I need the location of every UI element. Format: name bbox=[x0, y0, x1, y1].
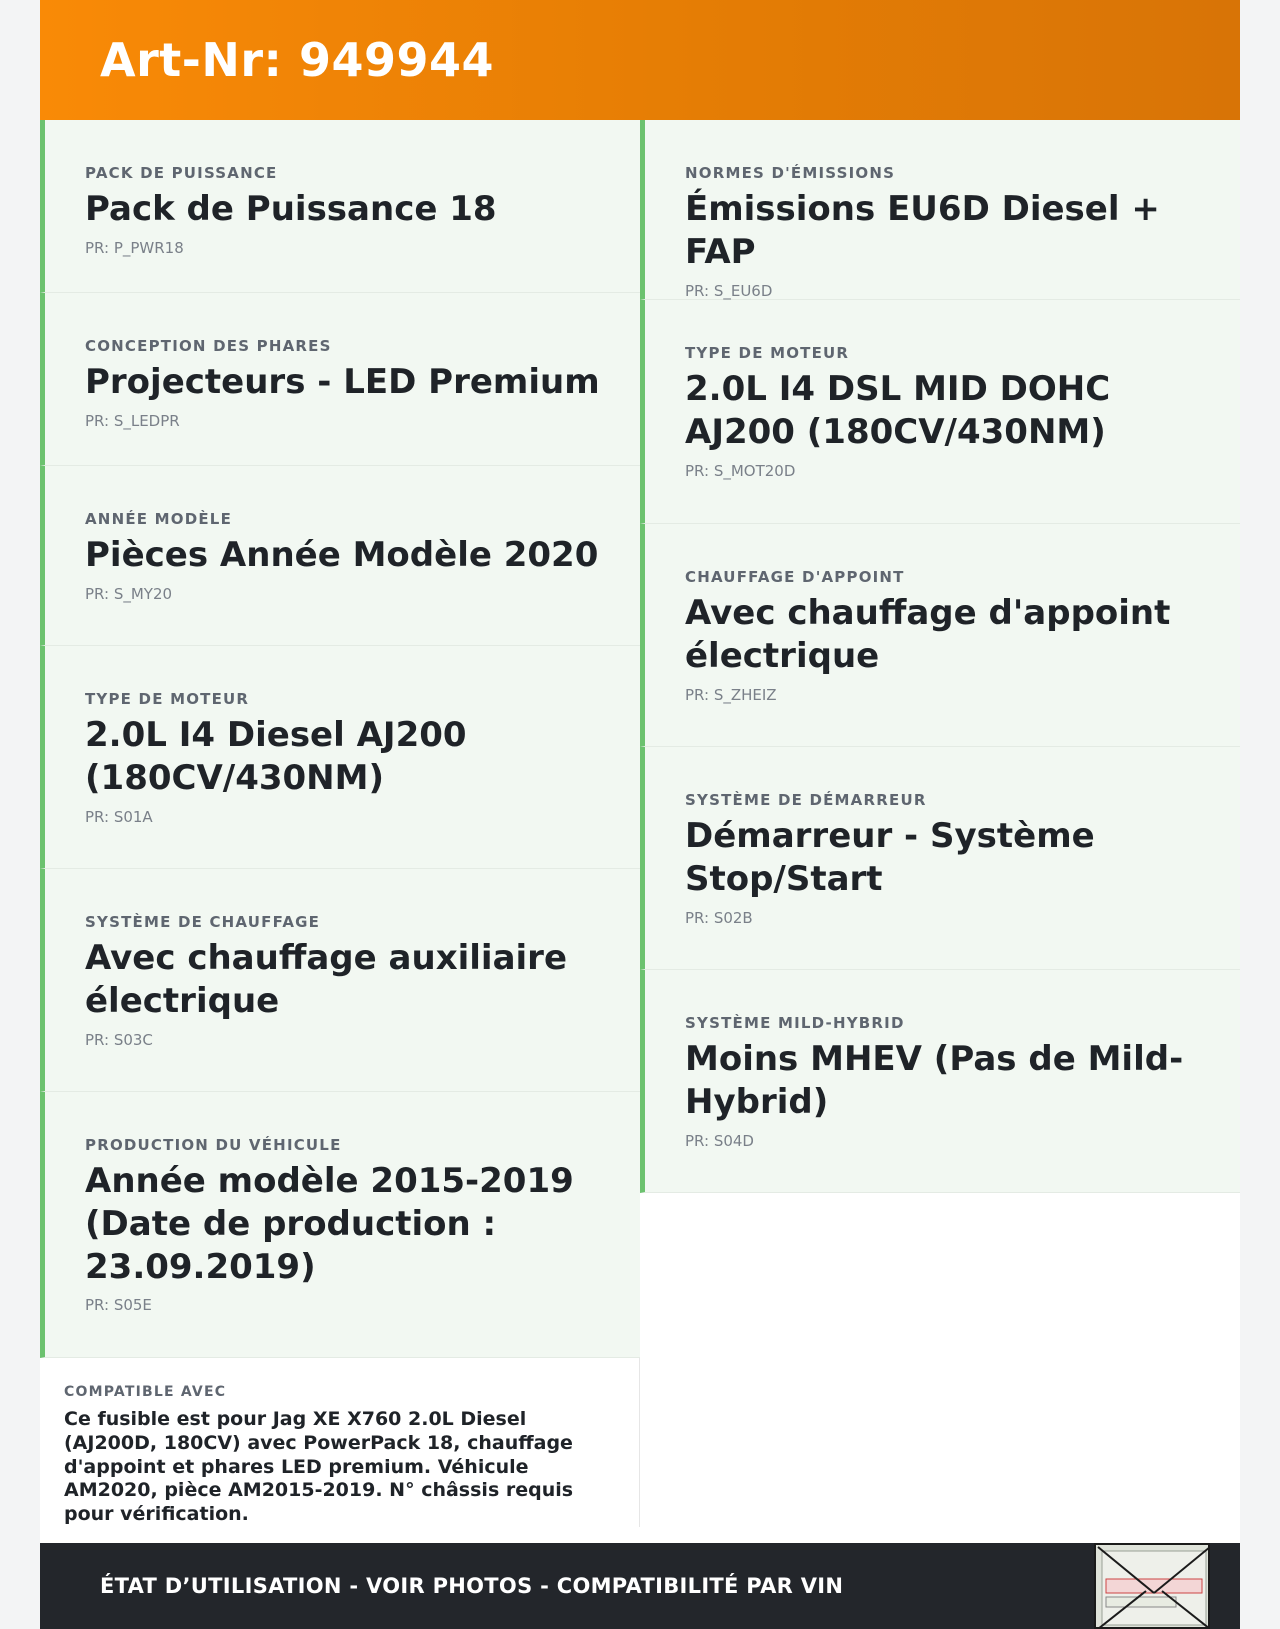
spec-value: Démarreur - Système Stop/Start bbox=[685, 816, 1095, 899]
spec-value: Pack de Puissance 18 bbox=[85, 189, 497, 229]
spec-pr-code: PR: S01A bbox=[85, 807, 153, 826]
spec-pr-code: PR: S_EU6D bbox=[685, 281, 773, 300]
spec-value: Moins MHEV (Pas de Mild-Hybrid) bbox=[685, 1039, 1184, 1122]
page-title: Art-Nr: 949944 bbox=[100, 33, 495, 87]
compatibility-note bbox=[40, 1358, 640, 1527]
footer-text: ÉTAT D’UTILISATION - VOIR PHOTOS - COMPATIBILITÉ PAR VIN bbox=[100, 1574, 844, 1598]
spec-label: PRODUCTION DU VÉHICULE bbox=[85, 1136, 342, 1154]
spec-label: SYSTÈME MILD-HYBRID bbox=[685, 1014, 905, 1032]
spec-pr-code: PR: S_ZHEIZ bbox=[685, 685, 777, 704]
spec-pr-code: PR: S02B bbox=[685, 908, 753, 927]
spec-card bbox=[40, 293, 640, 466]
spec-card bbox=[640, 120, 1240, 300]
spec-pr-code: PR: S_MOT20D bbox=[685, 461, 796, 480]
spec-label: TYPE DE MOTEUR bbox=[85, 690, 250, 708]
spec-label: PACK DE PUISSANCE bbox=[85, 164, 278, 182]
spec-card bbox=[40, 466, 640, 646]
spec-pr-code: PR: S_LEDPR bbox=[85, 411, 180, 430]
spec-card bbox=[40, 120, 640, 293]
page bbox=[40, 0, 1240, 1629]
spec-pr-code: PR: S03C bbox=[85, 1030, 153, 1049]
spec-label: SYSTÈME DE CHAUFFAGE bbox=[85, 913, 321, 931]
spec-value: 2.0L I4 Diesel AJ200 (180CV/430NM) bbox=[85, 715, 467, 798]
spec-value: Projecteurs - LED Premium bbox=[85, 362, 600, 402]
spec-pr-code: PR: S05E bbox=[85, 1296, 152, 1315]
label-photo-thumbnail-icon[interactable] bbox=[1094, 1543, 1210, 1629]
spec-pr-code: PR: S04D bbox=[685, 1131, 754, 1150]
spec-card bbox=[40, 646, 640, 869]
right-column bbox=[640, 120, 1240, 1193]
spec-label: ANNÉE MODÈLE bbox=[85, 510, 233, 528]
spec-grid bbox=[40, 120, 1240, 1527]
spec-card bbox=[640, 524, 1240, 747]
spec-card bbox=[40, 869, 640, 1092]
spec-value: Pièces Année Modèle 2020 bbox=[85, 535, 599, 575]
footer-bar bbox=[40, 1543, 1240, 1629]
spec-label: TYPE DE MOTEUR bbox=[685, 344, 850, 362]
spec-value: 2.0L I4 DSL MID DOHC AJ200 (180CV/430NM) bbox=[685, 369, 1111, 452]
compat-text: Ce fusible est pour Jag XE X760 2.0L Diesel (AJ200D, 180CV) avec PowerPack 18, chauffage d'appoint et phares LED premium. Véhicule AM2020, pièce AM2015-2019. N° châssis requis pour vérification. bbox=[64, 1408, 574, 1525]
thumbnail-graphic bbox=[1096, 1545, 1210, 1629]
spec-pr-code: PR: P_PWR18 bbox=[85, 238, 184, 257]
spec-pr-code: PR: S_MY20 bbox=[85, 584, 173, 603]
spec-card bbox=[40, 1092, 640, 1358]
spec-label: NORMES D'ÉMISSIONS bbox=[685, 164, 896, 182]
spec-label: CONCEPTION DES PHARES bbox=[85, 337, 332, 355]
spec-value: Avec chauffage auxiliaire électrique bbox=[85, 938, 568, 1021]
spec-card bbox=[640, 747, 1240, 970]
left-column bbox=[40, 120, 640, 1527]
spec-card bbox=[640, 970, 1240, 1193]
spec-label: SYSTÈME DE DÉMARREUR bbox=[685, 791, 927, 809]
spec-value: Année modèle 2015-2019 (Date de production : 23.09.2019) bbox=[85, 1161, 574, 1287]
header-bar bbox=[40, 0, 1240, 120]
spec-value: Avec chauffage d'appoint électrique bbox=[685, 593, 1171, 676]
spec-value: Émissions EU6D Diesel + FAP bbox=[685, 189, 1160, 272]
spec-card bbox=[640, 300, 1240, 524]
spec-label: CHAUFFAGE D'APPOINT bbox=[685, 568, 905, 586]
compat-label: COMPATIBLE AVEC bbox=[64, 1384, 227, 1400]
